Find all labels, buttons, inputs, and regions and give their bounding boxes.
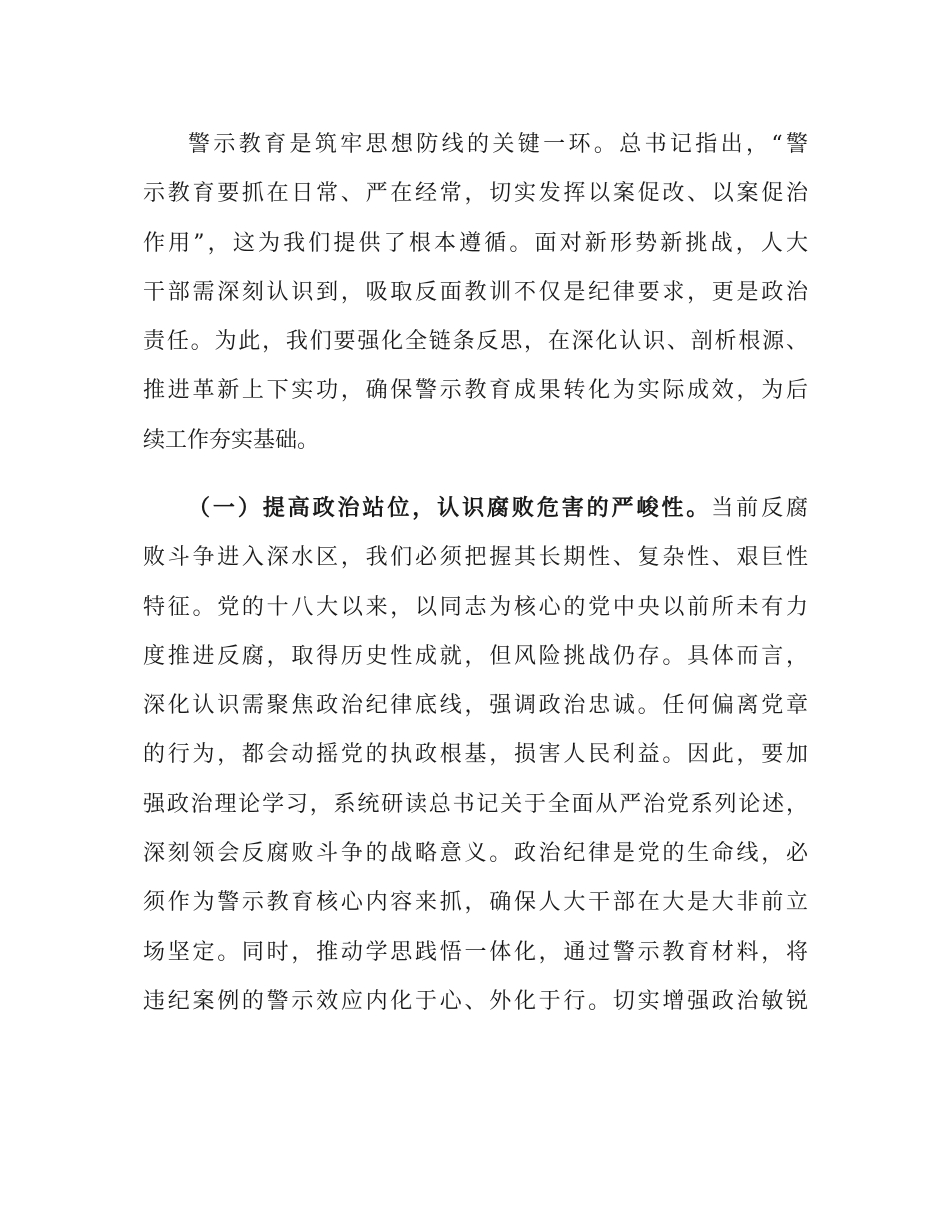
section-heading: （一）提高政治站位，认识腐败危害的严峻性。	[188, 496, 712, 521]
paragraph-political-stance	[143, 484, 808, 1026]
paragraph-line: 的行为，都会动摇党的执政根基，损害人民利益。因此，要加	[143, 742, 808, 768]
paragraph-line: 度推进反腐，取得历史性成就，但风险挑战仍存。具体而言，	[143, 643, 808, 669]
paragraph-line: 示教育要抓在日常、严在经常，切实发挥以案促改、以案促治	[143, 181, 808, 207]
paragraph-line: 强政治理论学习，系统研读总书记关于全面从严治党系列论述，	[143, 791, 808, 817]
paragraph-first-line	[143, 484, 808, 533]
paragraph-line: 败斗争进入深水区，我们必须把握其长期性、复杂性、艰巨性	[143, 545, 808, 571]
paragraph-line: 警示教育是筑牢思想防线的关键一环。总书记指出，“警	[188, 132, 808, 157]
paragraph-line: 须作为警示教育核心内容来抓，确保人大干部在大是大非前立	[143, 890, 808, 916]
paragraph-line: 续工作夯实基础。	[143, 427, 320, 453]
paragraph-warning-education	[143, 120, 808, 465]
paragraph-line: 作用”，这为我们提供了根本遵循。面对新形势新挑战，人大	[143, 230, 808, 256]
paragraph-line-rest: 当前反腐	[711, 496, 808, 521]
paragraph-line: 违纪案例的警示效应内化于心、外化于行。切实增强政治敏锐	[143, 988, 808, 1014]
paragraph-line: 深刻领会反腐败斗争的战略意义。政治纪律是党的生命线，必	[143, 841, 808, 867]
paragraph-line: 特征。党的十八大以来，以同志为核心的党中央以前所未有力	[143, 594, 808, 620]
paragraph-line: 干部需深刻认识到，吸取反面教训不仅是纪律要求，更是政治	[143, 279, 808, 305]
paragraph-line: 推进革新上下实功，确保警示教育成果转化为实际成效，为后	[143, 378, 808, 404]
paragraph-line: 深化认识需聚焦政治纪律底线，强调政治忠诚。任何偏离党章	[143, 693, 808, 719]
paragraph-line: 责任。为此，我们要强化全链条反思，在深化认识、剖析根源、	[143, 329, 808, 355]
paragraph-line: 场坚定。同时，推动学思践悟一体化，通过警示教育材料，将	[143, 939, 808, 965]
